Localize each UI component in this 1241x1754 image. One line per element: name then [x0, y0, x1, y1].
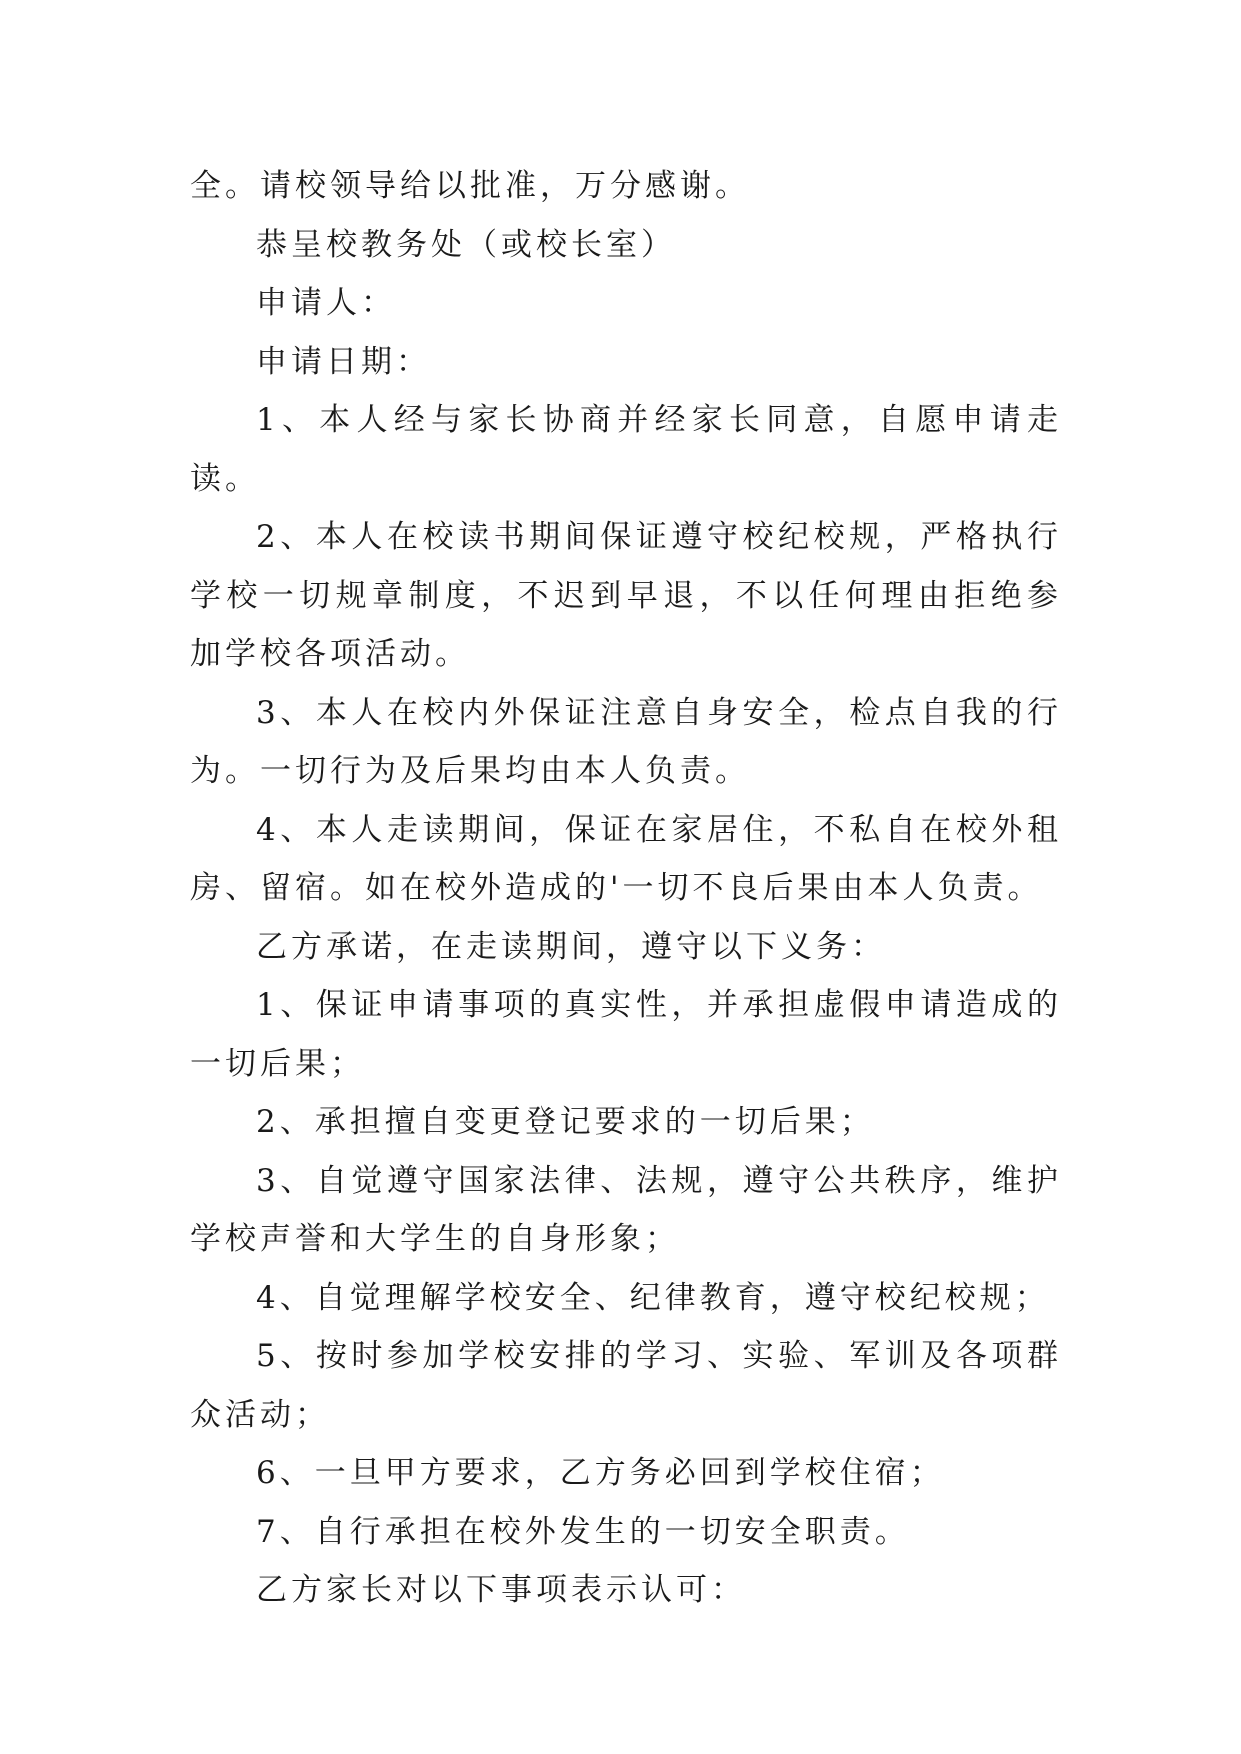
paragraph-item-4: 4、本人走读期间，保证在家居住，不私自在校外租房、留宿。如在校外造成的'一切不良后果由本人负责。: [190, 811, 1062, 906]
paragraph-addressee: 恭呈校教务处（或校长室）: [256, 226, 676, 263]
paragraph-parent-acknowledgement: 乙方家长对以下事项表示认可：: [256, 1572, 746, 1608]
paragraph-item-1: 1、本人经与家长协商并经家长同意，自愿申请走读。: [190, 402, 1062, 497]
paragraph-obligation-7: 7、自行承担在校外发生的一切安全职责。: [256, 1513, 910, 1550]
paragraph-obligation-1: 1、保证申请事项的真实性，并承担虚假申请造成的一切后果；: [190, 987, 1062, 1082]
paragraph-obligation-3: 3、自觉遵守国家法律、法规，遵守公共秩序，维护学校声誉和大学生的自身形象；: [190, 1162, 1062, 1257]
paragraph-party-b-pledge: 乙方承诺，在走读期间，遵守以下义务：: [256, 928, 886, 965]
paragraph-closing-request: 全。请校领导给以批准，万分感谢。: [190, 168, 750, 204]
paragraph-obligation-2: 2、承担擅自变更登记要求的一切后果；: [256, 1104, 875, 1140]
paragraph-applicant: 申请人：: [256, 285, 396, 321]
document-body: [190, 157, 1062, 1620]
paragraph-item-3: 3、本人在校内外保证注意自身安全，检点自我的行为。一切行为及后果均由本人负责。: [190, 694, 1062, 789]
paragraph-application-date: 申请日期：: [256, 343, 431, 380]
paragraph-obligation-5: 5、按时参加学校安排的学习、实验、军训及各项群众活动；: [190, 1338, 1062, 1433]
paragraph-item-2: 2、本人在校读书期间保证遵守校纪校规，严格执行学校一切规章制度，不迟到早退，不以任何理由拒绝参加学校各项活动。: [190, 519, 1062, 672]
paragraph-obligation-4: 4、自觉理解学校安全、纪律教育，遵守校纪校规；: [256, 1279, 1050, 1316]
paragraph-obligation-6: 6、一旦甲方要求，乙方务必回到学校住宿；: [256, 1455, 945, 1491]
